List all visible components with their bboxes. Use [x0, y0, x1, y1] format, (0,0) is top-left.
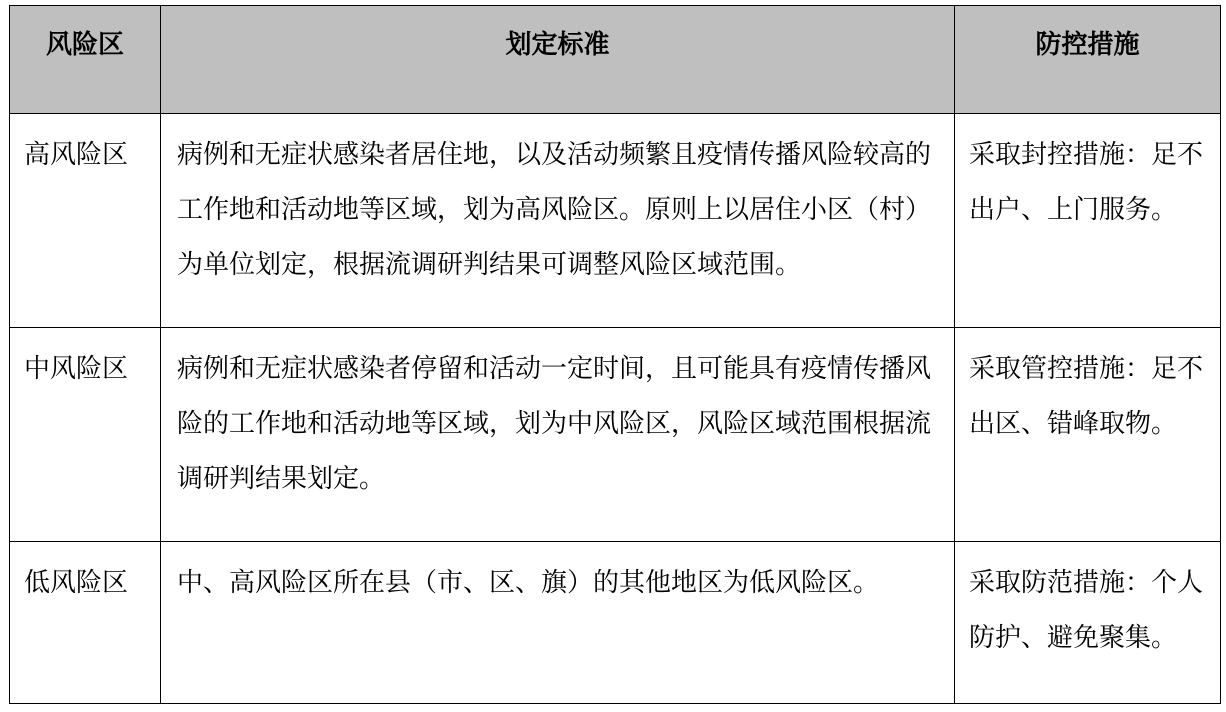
table-row	[10, 328, 1221, 542]
measures-cell: 采取封控措施：足不出户、上门服务。	[955, 114, 1221, 328]
measures-cell: 采取防范措施：个人防护、避免聚集。	[955, 542, 1221, 704]
risk-zone-table	[9, 5, 1221, 704]
table-row	[10, 114, 1221, 328]
header-measures: 防控措施	[955, 6, 1221, 114]
header-criteria: 划定标准	[161, 6, 955, 114]
zone-cell: 中风险区	[10, 328, 161, 542]
criteria-cell: 病例和无症状感染者停留和活动一定时间，且可能具有疫情传播风险的工作地和活动地等区域，划为中风险区，风险区域范围根据流调研判结果划定。	[161, 328, 955, 542]
criteria-cell: 病例和无症状感染者居住地，以及活动频繁且疫情传播风险较高的工作地和活动地等区域，划为高风险区。原则上以居住小区（村）为单位划定，根据流调研判结果可调整风险区域范围。	[161, 114, 955, 328]
header-row	[10, 6, 1221, 114]
header-zone: 风险区	[10, 6, 161, 114]
zone-cell: 低风险区	[10, 542, 161, 704]
zone-cell: 高风险区	[10, 114, 161, 328]
measures-cell: 采取管控措施：足不出区、错峰取物。	[955, 328, 1221, 542]
criteria-cell: 中、高风险区所在县（市、区、旗）的其他地区为低风险区。	[161, 542, 955, 704]
table-row	[10, 542, 1221, 704]
